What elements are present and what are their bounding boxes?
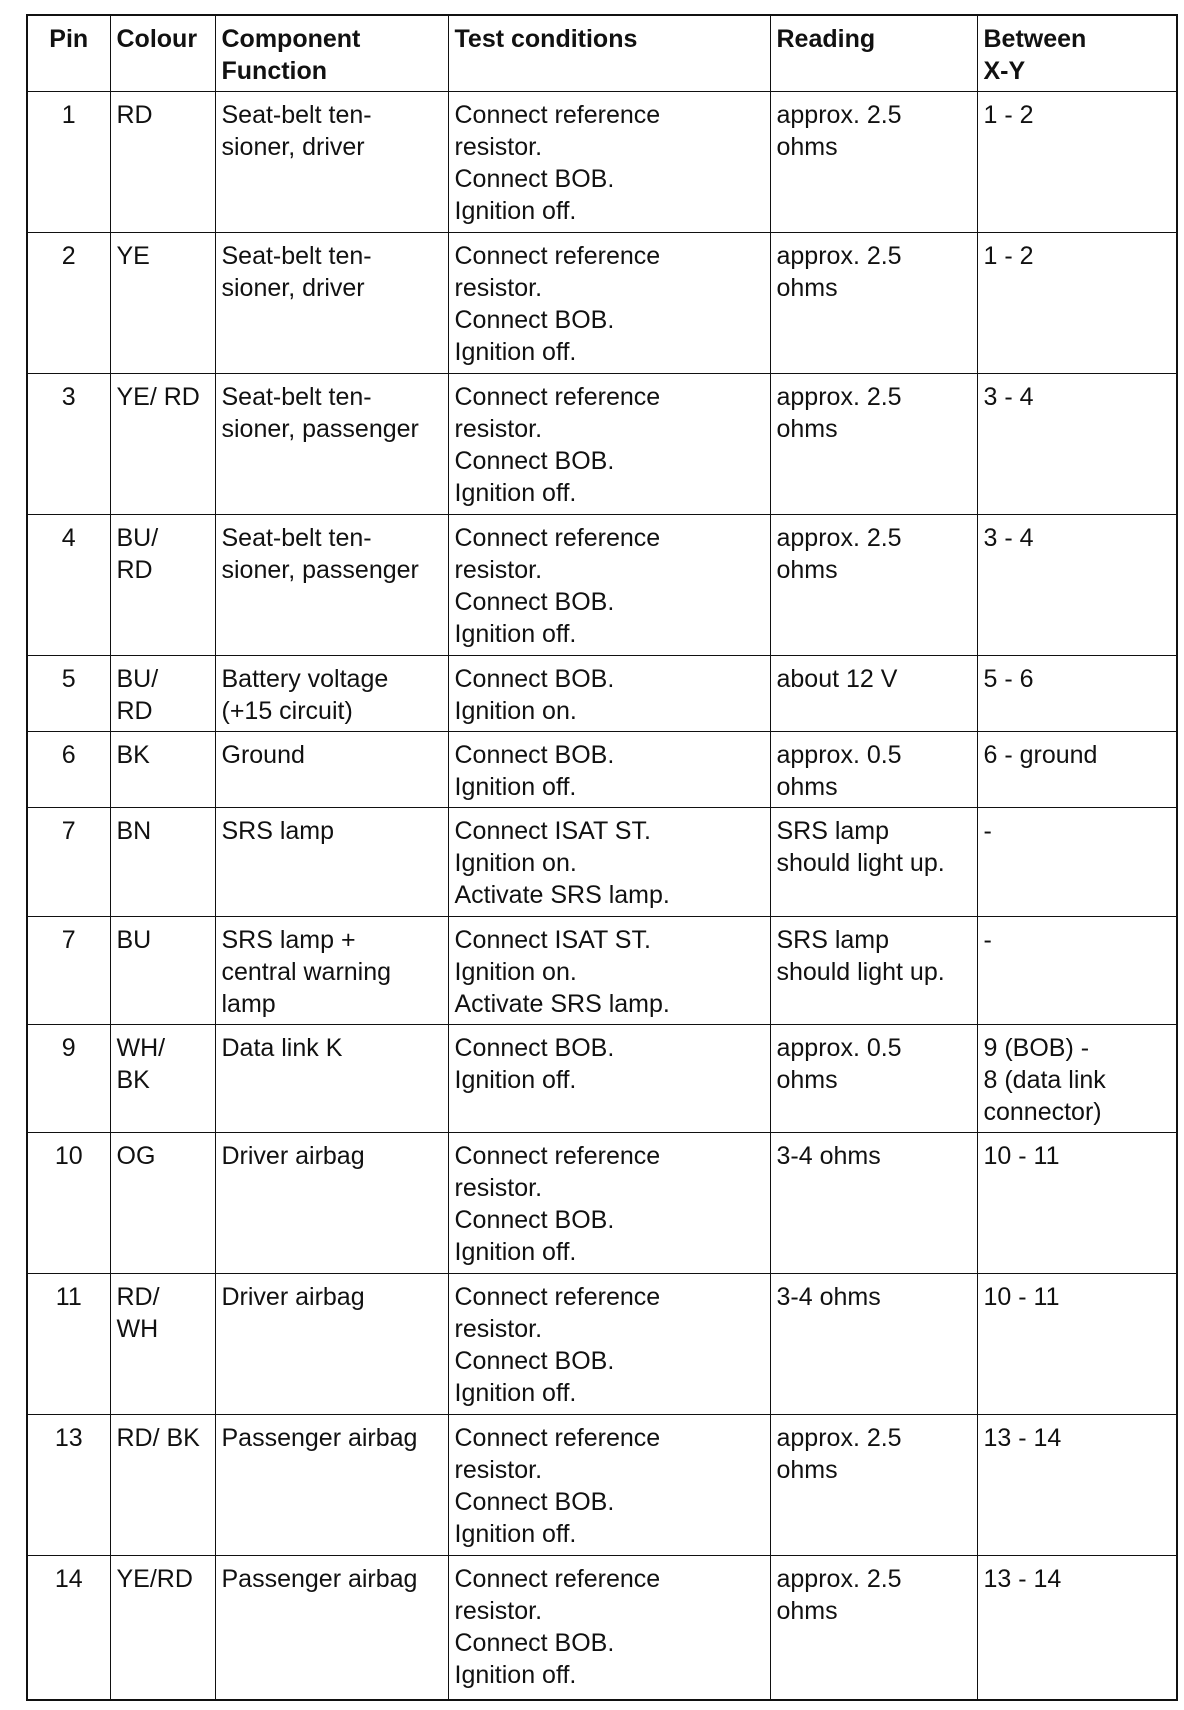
pin-cell: 7 xyxy=(27,917,110,1025)
pin-cell: 11 xyxy=(27,1274,110,1415)
between-cell: 13 - 14 xyxy=(977,1415,1177,1556)
reading-cell: SRS lamp should light up. xyxy=(770,917,977,1025)
pin-cell: 2 xyxy=(27,233,110,374)
reading-cell: approx. 2.5 ohms xyxy=(770,92,977,233)
between-cell: 6 - ground xyxy=(977,732,1177,808)
pin-cell: 4 xyxy=(27,515,110,656)
test-conditions-cell: Connect reference resistor. Connect BOB. Ignition off. xyxy=(448,1556,770,1700)
component-cell: Battery voltage (+15 circuit) xyxy=(215,656,448,732)
table-row xyxy=(27,808,1177,917)
test-conditions-cell: Connect reference resistor. Connect BOB. Ignition off. xyxy=(448,515,770,656)
pin-cell: 9 xyxy=(27,1025,110,1133)
table-row xyxy=(27,1025,1177,1133)
pin-cell: 13 xyxy=(27,1415,110,1556)
colour-cell: RD xyxy=(110,92,215,233)
header-between-x-y: Between X-Y xyxy=(977,15,1177,92)
reading-cell: approx. 2.5 ohms xyxy=(770,374,977,515)
reading-cell: approx. 2.5 ohms xyxy=(770,233,977,374)
reading-cell: approx. 0.5 ohms xyxy=(770,1025,977,1133)
pin-test-table xyxy=(26,14,1178,1701)
table-row xyxy=(27,515,1177,656)
between-cell: - xyxy=(977,808,1177,917)
component-cell: Driver airbag xyxy=(215,1133,448,1274)
pin-cell: 10 xyxy=(27,1133,110,1274)
table-row xyxy=(27,1133,1177,1274)
pin-cell: 7 xyxy=(27,808,110,917)
test-conditions-cell: Connect reference resistor. Connect BOB. Ignition off. xyxy=(448,1133,770,1274)
reading-cell: SRS lamp should light up. xyxy=(770,808,977,917)
colour-cell: BU/ RD xyxy=(110,656,215,732)
component-cell: Seat-belt ten- sioner, passenger xyxy=(215,515,448,656)
test-conditions-cell: Connect reference resistor. Connect BOB. Ignition off. xyxy=(448,1415,770,1556)
table-row xyxy=(27,732,1177,808)
component-cell: Seat-belt ten- sioner, driver xyxy=(215,92,448,233)
colour-cell: BK xyxy=(110,732,215,808)
component-cell: Passenger airbag xyxy=(215,1556,448,1700)
table-row xyxy=(27,656,1177,732)
colour-cell: YE xyxy=(110,233,215,374)
table-row xyxy=(27,917,1177,1025)
header-reading: Reading xyxy=(770,15,977,92)
colour-cell: RD/ BK xyxy=(110,1415,215,1556)
header-colour: Colour xyxy=(110,15,215,92)
test-conditions-cell: Connect ISAT ST. Ignition on. Activate SRS lamp. xyxy=(448,917,770,1025)
test-conditions-cell: Connect BOB. Ignition on. xyxy=(448,656,770,732)
colour-cell: YE/RD xyxy=(110,1556,215,1700)
colour-cell: BN xyxy=(110,808,215,917)
component-cell: Seat-belt ten- sioner, driver xyxy=(215,233,448,374)
between-cell: 9 (BOB) - 8 (data link connector) xyxy=(977,1025,1177,1133)
test-conditions-cell: Connect reference resistor. Connect BOB. Ignition off. xyxy=(448,374,770,515)
reading-cell: approx. 0.5 ohms xyxy=(770,732,977,808)
table-row xyxy=(27,1274,1177,1415)
between-cell: 1 - 2 xyxy=(977,233,1177,374)
colour-cell: YE/ RD xyxy=(110,374,215,515)
reading-cell: approx. 2.5 ohms xyxy=(770,515,977,656)
test-conditions-cell: Connect reference resistor. Connect BOB. Ignition off. xyxy=(448,1274,770,1415)
test-conditions-cell: Connect BOB. Ignition off. xyxy=(448,732,770,808)
component-cell: SRS lamp + central warning lamp xyxy=(215,917,448,1025)
component-cell: SRS lamp xyxy=(215,808,448,917)
between-cell: 10 - 11 xyxy=(977,1133,1177,1274)
pin-cell: 1 xyxy=(27,92,110,233)
reading-cell: 3-4 ohms xyxy=(770,1133,977,1274)
between-cell: 3 - 4 xyxy=(977,374,1177,515)
between-cell: 5 - 6 xyxy=(977,656,1177,732)
reading-cell: approx. 2.5 ohms xyxy=(770,1415,977,1556)
between-cell: 10 - 11 xyxy=(977,1274,1177,1415)
between-cell: 3 - 4 xyxy=(977,515,1177,656)
table-row xyxy=(27,92,1177,233)
pin-cell: 5 xyxy=(27,656,110,732)
component-cell: Ground xyxy=(215,732,448,808)
pin-cell: 14 xyxy=(27,1556,110,1700)
pin-cell: 3 xyxy=(27,374,110,515)
test-conditions-cell: Connect BOB. Ignition off. xyxy=(448,1025,770,1133)
table-row xyxy=(27,374,1177,515)
colour-cell: BU xyxy=(110,917,215,1025)
pin-cell: 6 xyxy=(27,732,110,808)
between-cell: 1 - 2 xyxy=(977,92,1177,233)
header-row xyxy=(27,15,1177,92)
test-conditions-cell: Connect reference resistor. Connect BOB. Ignition off. xyxy=(448,92,770,233)
test-conditions-cell: Connect ISAT ST. Ignition on. Activate SRS lamp. xyxy=(448,808,770,917)
component-cell: Data link K xyxy=(215,1025,448,1133)
component-cell: Driver airbag xyxy=(215,1274,448,1415)
header-component-function: Component Function xyxy=(215,15,448,92)
header-test-conditions: Test conditions xyxy=(448,15,770,92)
between-cell: - xyxy=(977,917,1177,1025)
header-pin: Pin xyxy=(27,15,110,92)
table-row xyxy=(27,233,1177,374)
document-page xyxy=(26,14,1176,1700)
reading-cell: 3-4 ohms xyxy=(770,1274,977,1415)
component-cell: Passenger airbag xyxy=(215,1415,448,1556)
reading-cell: about 12 V xyxy=(770,656,977,732)
colour-cell: OG xyxy=(110,1133,215,1274)
colour-cell: WH/ BK xyxy=(110,1025,215,1133)
between-cell: 13 - 14 xyxy=(977,1556,1177,1700)
test-conditions-cell: Connect reference resistor. Connect BOB. Ignition off. xyxy=(448,233,770,374)
component-cell: Seat-belt ten- sioner, passenger xyxy=(215,374,448,515)
colour-cell: BU/ RD xyxy=(110,515,215,656)
colour-cell: RD/ WH xyxy=(110,1274,215,1415)
table-row xyxy=(27,1415,1177,1556)
table-row xyxy=(27,1556,1177,1700)
reading-cell: approx. 2.5 ohms xyxy=(770,1556,977,1700)
